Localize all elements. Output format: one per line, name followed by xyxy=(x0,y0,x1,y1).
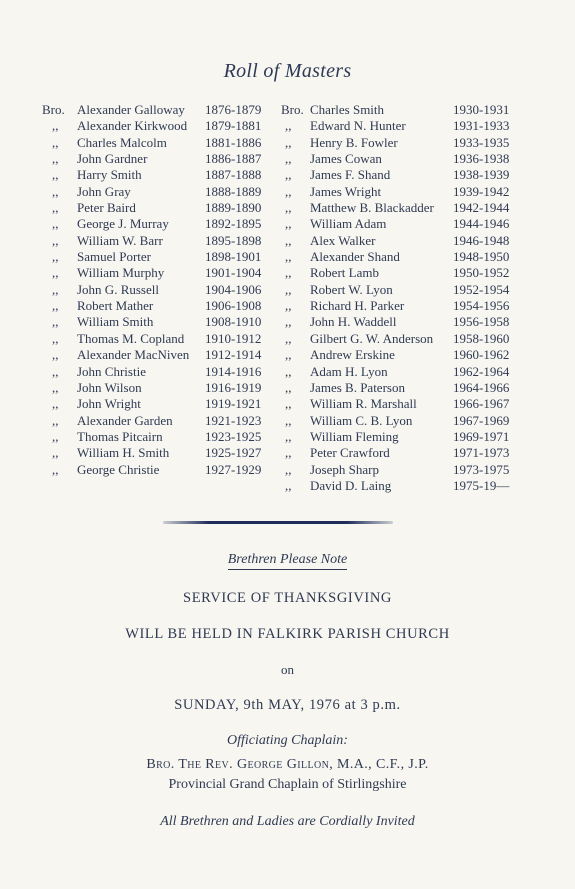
notice-heading-text: Brethren Please Note xyxy=(228,552,348,570)
entry-prefix: ,, xyxy=(285,477,292,493)
master-name: Robert W. Lyon xyxy=(310,281,393,297)
master-entry xyxy=(42,265,278,281)
master-years: 1952-1954 xyxy=(453,281,510,297)
master-name: Joseph Sharp xyxy=(310,461,379,477)
master-name: George J. Murray xyxy=(77,216,169,232)
master-years: 1921-1923 xyxy=(205,412,262,428)
entry-prefix: ,, xyxy=(52,298,59,314)
master-name: William R. Marshall xyxy=(310,396,417,412)
master-entry xyxy=(42,364,278,380)
master-entry xyxy=(42,445,278,461)
chaplain-name: Bro. The Rev. George Gillon, M.A., C.F., J.P. xyxy=(146,757,429,772)
master-years: 1910-1912 xyxy=(205,330,262,346)
master-name: Alexander MacNiven xyxy=(77,347,190,363)
entry-prefix: ,, xyxy=(285,281,292,297)
master-entry xyxy=(281,429,515,445)
master-years: 1919-1921 xyxy=(205,396,262,412)
master-entry xyxy=(281,396,515,412)
master-years: 1966-1967 xyxy=(453,396,510,412)
entry-prefix: ,, xyxy=(52,363,59,379)
master-years: 1906-1908 xyxy=(205,298,262,314)
master-entry xyxy=(42,429,278,445)
notice-line-service: SERVICE OF THANKSGIVING xyxy=(183,590,392,606)
master-entry xyxy=(281,347,515,363)
master-entry xyxy=(281,462,515,478)
master-years: 1942-1944 xyxy=(453,200,510,216)
entry-prefix: ,, xyxy=(285,461,292,477)
master-entry xyxy=(42,331,278,347)
chaplain-title: Provincial Grand Chaplain of Stirlingshire xyxy=(168,777,407,792)
entry-prefix: ,, xyxy=(285,200,292,216)
master-years: 1888-1889 xyxy=(205,183,262,199)
master-name: Thomas M. Copland xyxy=(77,330,185,346)
master-years: 1958-1960 xyxy=(453,330,510,346)
entry-prefix: ,, xyxy=(285,167,292,183)
master-years: 1936-1938 xyxy=(453,151,510,167)
entry-prefix: ,, xyxy=(52,412,59,428)
entry-prefix: ,, xyxy=(285,379,292,395)
master-entry xyxy=(281,331,515,347)
entry-prefix: ,, xyxy=(52,428,59,444)
entry-prefix: ,, xyxy=(52,200,59,216)
chaplain-label: Officiating Chaplain: xyxy=(227,733,348,748)
entry-prefix: ,, xyxy=(52,379,59,395)
entry-prefix: ,, xyxy=(285,118,292,134)
master-entry xyxy=(42,249,278,265)
master-years: 1908-1910 xyxy=(205,314,262,330)
notice-heading xyxy=(0,552,575,568)
master-name: William H. Smith xyxy=(77,445,170,461)
master-years: 1960-1962 xyxy=(453,347,510,363)
master-name: Matthew B. Blackadder xyxy=(310,200,434,216)
master-name: Alexander Galloway xyxy=(77,102,185,117)
divider-rule xyxy=(163,521,393,524)
master-name: Alexander Kirkwood xyxy=(77,118,188,134)
entry-prefix: ,, xyxy=(285,183,292,199)
master-years: 1950-1952 xyxy=(453,265,510,281)
master-years: 1925-1927 xyxy=(205,445,262,461)
master-name: John H. Waddell xyxy=(310,314,397,330)
master-years: 1956-1958 xyxy=(453,314,510,330)
master-name: Adam H. Lyon xyxy=(310,363,388,379)
master-years: 1887-1888 xyxy=(205,167,262,183)
entry-prefix: ,, xyxy=(285,412,292,428)
master-years: 1895-1898 xyxy=(205,232,262,248)
master-entry xyxy=(281,265,515,281)
master-name: John G. Russell xyxy=(77,281,159,297)
entry-prefix: ,, xyxy=(285,363,292,379)
entry-prefix: ,, xyxy=(52,249,59,265)
entry-prefix: ,, xyxy=(285,232,292,248)
master-years: 1886-1887 xyxy=(205,151,262,167)
entry-prefix: ,, xyxy=(285,298,292,314)
entry-prefix: ,, xyxy=(52,445,59,461)
master-name: William Fleming xyxy=(310,428,399,444)
master-years: 1971-1973 xyxy=(453,445,510,461)
entry-prefix: ,, xyxy=(285,428,292,444)
master-entry xyxy=(42,314,278,330)
master-name: James B. Paterson xyxy=(310,379,405,395)
master-name: Gilbert G. W. Anderson xyxy=(310,330,434,346)
entry-prefix: ,, xyxy=(285,134,292,150)
master-name: Andrew Erskine xyxy=(310,347,395,363)
master-name: Peter Baird xyxy=(77,200,136,216)
master-name: James Cowan xyxy=(310,151,382,167)
master-name: William W. Barr xyxy=(77,232,163,248)
master-entry xyxy=(281,200,515,216)
master-entry xyxy=(42,151,278,167)
master-entry xyxy=(281,282,515,298)
master-years: 1876-1879 xyxy=(205,102,262,117)
master-entry xyxy=(281,249,515,265)
master-name: John Wright xyxy=(77,396,141,412)
entry-prefix: ,, xyxy=(285,347,292,363)
masters-list-left xyxy=(42,102,278,478)
master-name: John Wilson xyxy=(77,379,142,395)
master-name: David D. Laing xyxy=(310,477,392,493)
master-entry xyxy=(281,298,515,314)
master-years: 1881-1886 xyxy=(205,134,262,150)
master-years: 1954-1956 xyxy=(453,298,510,314)
master-entry xyxy=(281,135,515,151)
master-name: Robert Mather xyxy=(77,298,154,314)
master-name: Samuel Porter xyxy=(77,249,152,265)
master-years: 1901-1904 xyxy=(205,265,262,281)
master-name: Charles Smith xyxy=(310,102,385,117)
master-entry xyxy=(281,413,515,429)
master-name: James Wright xyxy=(310,183,382,199)
master-name: Alexander Garden xyxy=(77,412,173,428)
page-title: Roll of Masters xyxy=(223,60,352,82)
master-entry xyxy=(281,102,515,118)
master-entry xyxy=(281,184,515,200)
master-name: Alex Walker xyxy=(310,232,376,248)
master-years: 1946-1948 xyxy=(453,232,510,248)
master-years: 1914-1916 xyxy=(205,363,262,379)
invitation-line: All Brethren and Ladies are Cordially Invited xyxy=(160,814,415,829)
master-years: 1964-1966 xyxy=(453,379,510,395)
master-name: Peter Crawford xyxy=(310,445,390,461)
master-years: 1879-1881 xyxy=(205,118,262,134)
master-entry xyxy=(42,167,278,183)
master-entry xyxy=(42,298,278,314)
master-years: 1889-1890 xyxy=(205,200,262,216)
entry-prefix: ,, xyxy=(52,265,59,281)
master-entry xyxy=(281,380,515,396)
master-entry xyxy=(42,462,278,478)
master-name: Thomas Pitcairn xyxy=(77,428,163,444)
entry-prefix: ,, xyxy=(52,396,59,412)
entry-prefix: ,, xyxy=(52,461,59,477)
master-name: William Adam xyxy=(310,216,387,232)
entry-prefix: ,, xyxy=(52,232,59,248)
master-entry xyxy=(42,233,278,249)
master-entry xyxy=(42,200,278,216)
entry-prefix: ,, xyxy=(52,118,59,134)
master-years: 1892-1895 xyxy=(205,216,262,232)
entry-prefix: ,, xyxy=(52,314,59,330)
master-years: 1916-1919 xyxy=(205,379,262,395)
master-name: James F. Shand xyxy=(310,167,391,183)
master-years: 1967-1969 xyxy=(453,412,510,428)
entry-prefix: ,, xyxy=(52,134,59,150)
entry-prefix: ,, xyxy=(52,183,59,199)
notice-line-date: SUNDAY, 9th MAY, 1976 at 3 p.m. xyxy=(174,697,401,713)
master-entry xyxy=(42,135,278,151)
entry-prefix: ,, xyxy=(285,249,292,265)
master-years: 1912-1914 xyxy=(205,347,262,363)
master-years: 1975-19— xyxy=(453,477,510,493)
entry-prefix: ,, xyxy=(285,151,292,167)
entry-prefix: Bro. xyxy=(281,102,304,117)
master-entry xyxy=(42,118,278,134)
master-entry xyxy=(42,396,278,412)
entry-prefix: ,, xyxy=(52,167,59,183)
entry-prefix: ,, xyxy=(52,330,59,346)
master-years: 1939-1942 xyxy=(453,183,510,199)
notice-line-on: on xyxy=(281,662,294,677)
master-name: Henry B. Fowler xyxy=(310,134,398,150)
master-entry xyxy=(281,233,515,249)
master-entry xyxy=(281,151,515,167)
master-name: Richard H. Parker xyxy=(310,298,405,314)
master-years: 1969-1971 xyxy=(453,428,510,444)
master-entry xyxy=(42,347,278,363)
master-name: Robert Lamb xyxy=(310,265,379,281)
master-entry xyxy=(42,184,278,200)
master-entry xyxy=(281,118,515,134)
master-name: George Christie xyxy=(77,461,160,477)
master-years: 1930-1931 xyxy=(453,102,510,117)
master-years: 1904-1906 xyxy=(205,281,262,297)
entry-prefix: ,, xyxy=(285,265,292,281)
master-entry xyxy=(281,478,515,494)
master-name: William Smith xyxy=(77,314,154,330)
master-years: 1948-1950 xyxy=(453,249,510,265)
master-name: Alexander Shand xyxy=(310,249,400,265)
master-entry xyxy=(281,216,515,232)
entry-prefix: ,, xyxy=(52,151,59,167)
master-name: Charles Malcolm xyxy=(77,134,167,150)
entry-prefix: ,, xyxy=(285,330,292,346)
master-entry xyxy=(42,380,278,396)
master-name: William C. B. Lyon xyxy=(310,412,413,428)
master-entry xyxy=(281,167,515,183)
masters-list-right xyxy=(281,102,515,494)
master-entry xyxy=(42,413,278,429)
master-entry xyxy=(42,102,278,118)
entry-prefix: Bro. xyxy=(42,102,65,117)
master-years: 1898-1901 xyxy=(205,249,262,265)
notice-line-location: WILL BE HELD IN FALKIRK PARISH CHURCH xyxy=(125,626,450,642)
entry-prefix: ,, xyxy=(52,281,59,297)
master-name: John Gray xyxy=(77,183,131,199)
master-name: John Gardner xyxy=(77,151,148,167)
master-years: 1973-1975 xyxy=(453,461,510,477)
master-name: John Christie xyxy=(77,363,146,379)
master-years: 1933-1935 xyxy=(453,134,510,150)
entry-prefix: ,, xyxy=(285,396,292,412)
master-name: Edward N. Hunter xyxy=(310,118,406,134)
master-years: 1944-1946 xyxy=(453,216,510,232)
master-years: 1931-1933 xyxy=(453,118,510,134)
master-years: 1927-1929 xyxy=(205,461,262,477)
entry-prefix: ,, xyxy=(52,216,59,232)
master-name: William Murphy xyxy=(77,265,165,281)
entry-prefix: ,, xyxy=(285,445,292,461)
master-entry xyxy=(281,445,515,461)
master-entry xyxy=(42,216,278,232)
master-years: 1923-1925 xyxy=(205,428,262,444)
master-entry xyxy=(281,364,515,380)
master-entry xyxy=(42,282,278,298)
master-name: Harry Smith xyxy=(77,167,142,183)
entry-prefix: ,, xyxy=(52,347,59,363)
entry-prefix: ,, xyxy=(285,314,292,330)
master-entry xyxy=(281,314,515,330)
entry-prefix: ,, xyxy=(285,216,292,232)
master-years: 1938-1939 xyxy=(453,167,510,183)
master-years: 1962-1964 xyxy=(453,363,510,379)
